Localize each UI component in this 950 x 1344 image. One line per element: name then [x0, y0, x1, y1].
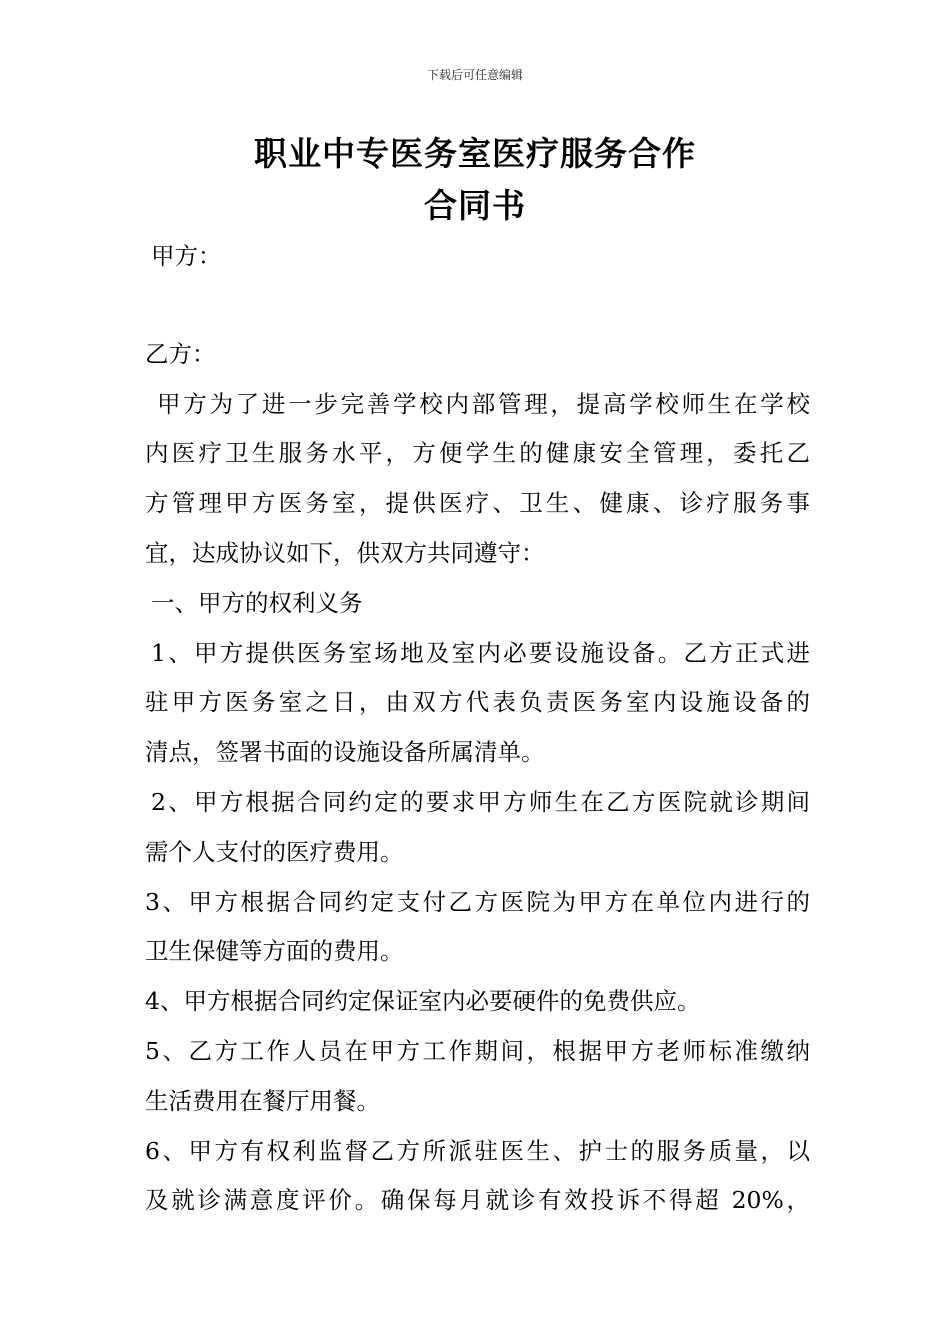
paragraph-line: 甲方为了进一步完善学校内部管理，提高学校师生在学校	[157, 389, 810, 418]
clause-line: 6、甲方有权利监督乙方所派驻医生、护士的服务质量，以	[145, 1136, 810, 1165]
clause-line: 驻甲方医务室之日，由双方代表负责医务室内设施设备的	[145, 688, 810, 717]
paragraph-line: 内医疗卫生服务水平，方便学生的健康安全管理，委托乙	[145, 439, 810, 468]
clause-line: 4、甲方根据合同约定保证室内必要硬件的免费供应。	[145, 987, 701, 1016]
clause-line: 生活费用在餐厅用餐。	[145, 1086, 380, 1115]
paragraph-line: 方管理甲方医务室，提供医疗、卫生、健康、诊疗服务事	[145, 489, 810, 518]
clause-line: 清点，签署书面的设施设备所属清单。	[145, 738, 545, 767]
party-b-label: 乙方：	[145, 339, 216, 368]
document-title-line-2: 合同书	[424, 186, 526, 225]
paragraph-line: 宜，达成协议如下，供双方共同遵守：	[145, 538, 545, 567]
clause-line: 5、乙方工作人员在甲方工作期间，根据甲方老师标准缴纳	[145, 1036, 810, 1065]
document-body	[145, 232, 810, 1226]
party-a-label: 甲方：	[151, 242, 222, 270]
clause-line: 需个人支付的医疗费用。	[145, 837, 404, 866]
blank-space	[145, 282, 810, 330]
clause-line: 及就诊满意度评价。确保每月就诊有效投诉不得超 20%，	[145, 1186, 810, 1215]
clause-line: 1、甲方提供医务室场地及室内必要设施设备。乙方正式进	[151, 638, 810, 667]
clause-line: 卫生保健等方面的费用。	[145, 937, 404, 966]
clause-line: 3、甲方根据合同约定支付乙方医院为甲方在单位内进行的	[145, 887, 810, 916]
header-note: 下载后可任意编辑	[426, 68, 523, 82]
clause-line: 2、甲方根据合同约定的要求甲方师生在乙方医院就诊期间	[151, 787, 810, 816]
section-heading: 一、甲方的权利义务	[151, 588, 363, 617]
document-title-line-1: 职业中专医务室医疗服务合作	[254, 134, 696, 173]
